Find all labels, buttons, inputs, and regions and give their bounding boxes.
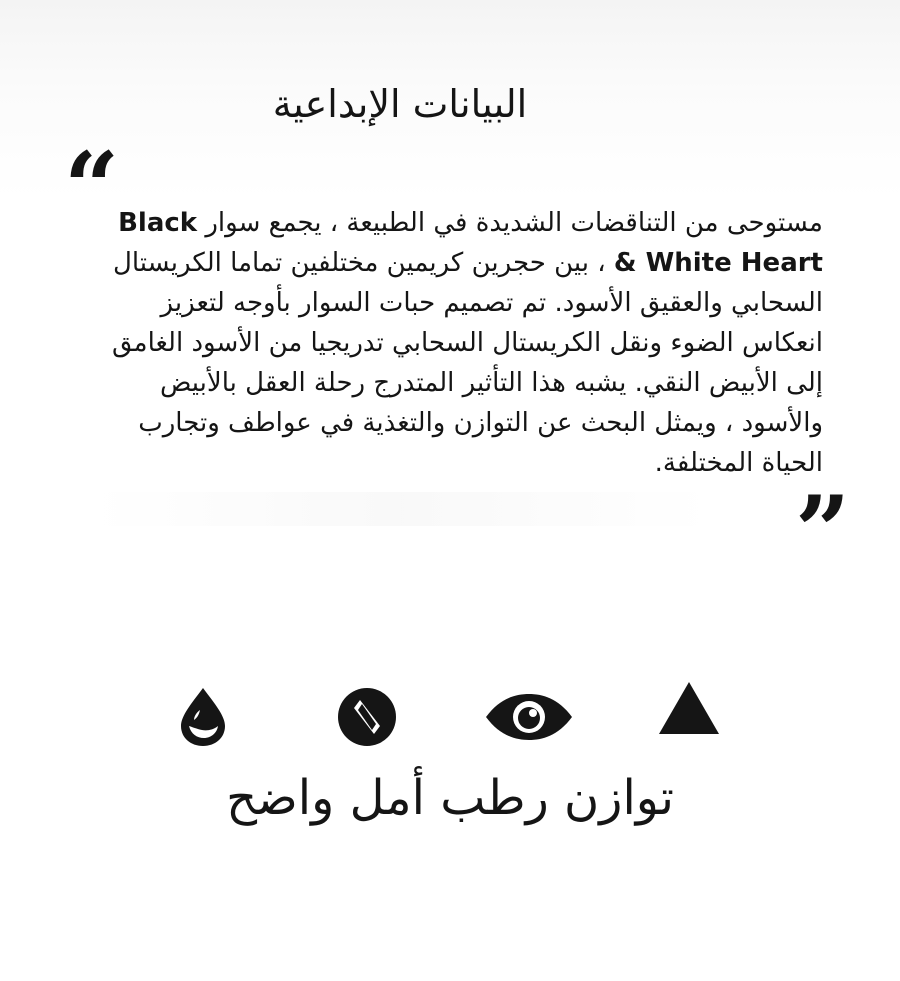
product-name: Black & White Heart [118, 208, 823, 278]
drop-icon [177, 686, 229, 748]
close-quote-mark: ” [795, 475, 851, 588]
quote-text-before: مستوحى من التناقضات الشديدة في الطبيعة ، يجمع سوار [197, 208, 823, 238]
open-quote-mark: “ [64, 131, 120, 244]
quote-text-after: ، بين حجرين كريمين مختلفين تماما الكريستال السحابي والعقيق الأسود. تم تصميم حبات السوار بأوجه لتعزيز انعكاس الضوء ونقل الكريستال السحابي تدريجيا من الأسود الغامق إلى الأبيض النقي. يشبه هذا التأثير المتدرج رحلة العقل بالأبيض والأسود ، ويمثل البحث عن التوازن والتغذية في عواطف وتجارب الحياة المختلفة. [111, 248, 823, 478]
page-title: البيانات الإبداعية [272, 82, 528, 126]
triangle-icon [657, 680, 721, 736]
quote-body [88, 203, 823, 483]
eye-icon [484, 692, 574, 742]
faded-reflection [92, 492, 712, 526]
tagline: توازن رطب أمل واضح [226, 770, 674, 826]
compass-icon [336, 686, 398, 748]
icon-row [0, 678, 900, 748]
